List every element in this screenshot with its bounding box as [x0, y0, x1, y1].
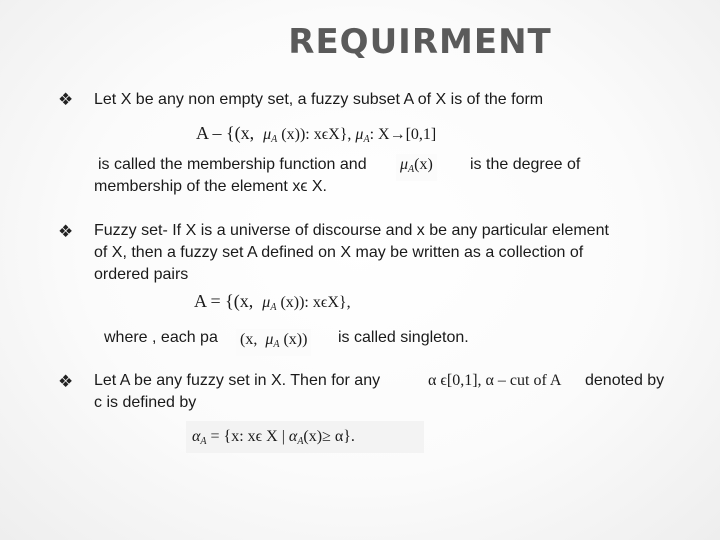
bullet-1-line3: membership of the element xϵ X.: [94, 178, 327, 195]
membership-formula-1: A – {(x, $\mu_A$ (x)): xϵX}, $\mu_A$: X→[0,1]: [196, 123, 437, 145]
diamond-star-bullet-icon: ❖: [58, 90, 74, 109]
bullet-2-line1: Fuzzy set- If X is a universe of discourse and x be any particular element: [94, 222, 609, 239]
bullet-3-line1a: Let A be any fuzzy set in X. Then for any: [94, 372, 381, 389]
bullet-3-line1b: denoted by: [585, 372, 665, 389]
bullet-3-line2: c is defined by: [94, 394, 197, 411]
bullet-2-where-b: is called singleton.: [338, 329, 469, 346]
membership-degree-formula: $\mu_A(x)$: [396, 154, 437, 181]
bullet-1-line2b: is the degree of: [470, 156, 581, 173]
page-title: REQUIRMENT: [288, 22, 552, 62]
bullet-2-line2: of X, then a fuzzy set A defined on X may be written as a collection of: [94, 244, 584, 261]
diamond-star-bullet-icon: ❖: [58, 222, 74, 241]
alpha-cut-definition-formula: $\alpha_A = \{x$: xϵ X | $\alpha_A(x)\ge \alpha$}.: [186, 421, 424, 453]
alpha-cut-formula: α ϵ[0,1], α – cut of A: [428, 372, 562, 389]
bullet-1-line2a: is called the membership function and: [98, 156, 367, 173]
singleton-formula: (x, $\mu_A$ (x)): [236, 329, 311, 356]
fuzzy-set-formula: A = {(x, $\mu_A$ (x)): xϵX},: [194, 291, 351, 313]
diamond-star-bullet-icon: ❖: [58, 372, 74, 391]
bullet-1-text: Let X be any non empty set, a fuzzy subset A of X is of the form: [94, 91, 544, 108]
bullet-2-line3: ordered pairs: [94, 266, 189, 283]
bullet-2-where-a: where , each pa: [104, 329, 218, 346]
